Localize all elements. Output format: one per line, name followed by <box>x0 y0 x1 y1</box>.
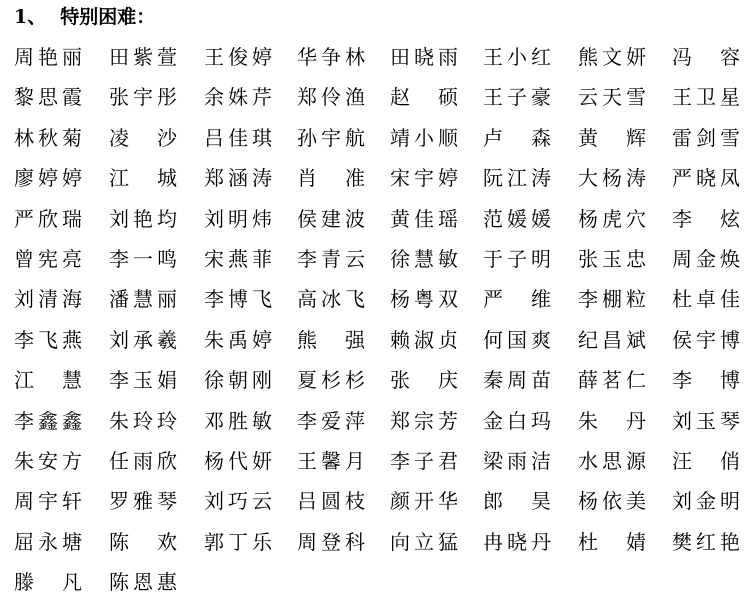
student-name: 周金焕 <box>672 246 740 271</box>
student-name: 纪昌斌 <box>578 327 646 352</box>
student-name: 陈 欢 <box>109 529 177 554</box>
student-name: 吕圆枝 <box>297 489 365 514</box>
student-name: 杨粤双 <box>390 287 458 312</box>
student-name: 李青云 <box>297 246 365 271</box>
student-name: 张玉忠 <box>578 246 646 271</box>
student-name: 郑伶渔 <box>297 85 365 110</box>
student-name: 李棚粒 <box>578 287 646 312</box>
name-row <box>14 82 750 122</box>
student-name: 刘金明 <box>672 489 740 514</box>
student-name: 吕佳琪 <box>204 125 272 150</box>
name-row <box>14 365 750 405</box>
student-name: 刘巧云 <box>204 489 272 514</box>
student-name: 黄 辉 <box>578 125 646 150</box>
student-name: 雷剑雪 <box>672 125 740 150</box>
name-list <box>14 42 750 607</box>
student-name: 熊 强 <box>297 327 365 352</box>
student-name: 李飞燕 <box>14 327 82 352</box>
student-name: 刘玉琴 <box>672 408 740 433</box>
student-name: 薛茗仁 <box>578 368 646 393</box>
student-name: 凌 沙 <box>109 125 177 150</box>
student-name: 刘明炜 <box>204 206 272 231</box>
student-name: 侯宇博 <box>672 327 740 352</box>
student-name: 李爱萍 <box>297 408 365 433</box>
student-name: 孙宇航 <box>297 125 365 150</box>
student-name: 田紫萱 <box>109 45 177 69</box>
student-name: 严 维 <box>483 287 551 312</box>
student-name: 宋燕菲 <box>204 246 272 271</box>
student-name: 廖婷婷 <box>14 166 82 191</box>
student-name: 水思源 <box>578 448 646 473</box>
student-name: 李 炫 <box>672 206 740 231</box>
student-name: 李一鸣 <box>109 246 177 271</box>
name-row <box>14 486 750 526</box>
student-name: 余姝芹 <box>204 85 272 110</box>
student-name: 刘承羲 <box>109 327 177 352</box>
student-name: 秦周苗 <box>483 368 551 393</box>
student-name: 侯建波 <box>297 206 365 231</box>
student-name: 屈永塘 <box>14 529 82 554</box>
student-name: 王俊婷 <box>204 45 272 69</box>
section-heading <box>14 4 155 30</box>
student-name: 朱玲玲 <box>109 408 177 433</box>
name-row <box>14 406 750 446</box>
student-name: 王子豪 <box>483 85 551 110</box>
student-name: 云天雪 <box>578 85 646 110</box>
student-name: 朱安方 <box>14 448 82 473</box>
student-name: 梁雨洁 <box>483 448 551 473</box>
student-name: 黎思霞 <box>14 85 82 110</box>
student-name: 高冰飞 <box>297 287 365 312</box>
student-name: 华争林 <box>297 45 365 69</box>
student-name: 邓胜敏 <box>204 408 272 433</box>
student-name: 李博飞 <box>204 287 272 312</box>
student-name: 赖淑贞 <box>390 327 458 352</box>
name-row <box>14 204 750 244</box>
student-name: 冉晓丹 <box>483 529 551 554</box>
student-name: 王馨月 <box>297 448 365 473</box>
name-row <box>14 325 750 365</box>
name-row <box>14 244 750 284</box>
student-name: 李玉娟 <box>109 368 177 393</box>
student-name: 周宇轩 <box>14 489 82 514</box>
student-name: 郑宗芳 <box>390 408 458 433</box>
student-name: 杜 婧 <box>578 529 646 554</box>
student-name: 肖 准 <box>297 166 365 191</box>
student-name: 王小红 <box>483 45 551 69</box>
student-name: 徐慧敏 <box>390 246 458 271</box>
student-name: 宋宇婷 <box>390 166 458 191</box>
student-name: 朱禹婷 <box>204 327 272 352</box>
student-name: 江 城 <box>109 166 177 191</box>
student-name: 张宇彤 <box>109 85 177 110</box>
name-row <box>14 163 750 203</box>
student-name: 阮江涛 <box>483 166 551 191</box>
student-name: 靖小顺 <box>390 125 458 150</box>
student-name: 大杨涛 <box>578 166 646 191</box>
name-row <box>14 123 750 163</box>
student-name: 周登科 <box>297 529 365 554</box>
student-name: 严欣瑞 <box>14 206 82 231</box>
name-row <box>14 284 750 324</box>
student-name: 杜卓佳 <box>672 287 740 312</box>
student-name: 林秋菊 <box>14 125 82 150</box>
student-name: 杨虎穴 <box>578 206 646 231</box>
student-name: 李 博 <box>672 368 740 393</box>
student-name: 刘艳均 <box>109 206 177 231</box>
student-name: 李鑫鑫 <box>14 408 82 433</box>
name-row <box>14 42 750 82</box>
student-name: 徐朝刚 <box>204 368 272 393</box>
student-name: 向立猛 <box>390 529 458 554</box>
student-name: 杨代妍 <box>204 448 272 473</box>
student-name: 江 慧 <box>14 368 82 393</box>
student-name: 郭丁乐 <box>204 529 272 554</box>
student-name: 夏杉杉 <box>297 368 365 393</box>
student-name: 卢 森 <box>483 125 551 150</box>
student-name: 于子明 <box>483 246 551 271</box>
student-name: 刘清海 <box>14 287 82 312</box>
student-name: 曾宪亮 <box>14 246 82 271</box>
student-name: 郑涵涛 <box>204 166 272 191</box>
student-name: 田晓雨 <box>390 45 458 69</box>
student-name: 罗雅琴 <box>109 489 177 514</box>
student-name: 赵 硕 <box>390 85 458 110</box>
section-title: 特别困难： <box>60 6 156 28</box>
student-name: 滕 凡 <box>14 570 82 595</box>
student-name: 金白玛 <box>483 408 551 433</box>
student-name: 任雨欣 <box>109 448 177 473</box>
student-name: 张 庆 <box>390 368 458 393</box>
student-name: 黄佳瑶 <box>390 206 458 231</box>
student-name: 王卫星 <box>672 85 740 110</box>
name-row <box>14 527 750 567</box>
student-name: 朱 丹 <box>578 408 646 433</box>
student-name: 严晓凤 <box>672 166 740 191</box>
name-row <box>14 567 750 607</box>
student-name: 熊文妍 <box>578 45 646 69</box>
section-number: 1、 <box>14 6 47 28</box>
student-name: 周艳丽 <box>14 45 82 69</box>
student-name: 郎 昊 <box>483 489 551 514</box>
student-name: 潘慧丽 <box>109 287 177 312</box>
student-name: 陈恩惠 <box>109 570 177 595</box>
student-name: 冯 容 <box>672 45 740 69</box>
student-name: 范媛媛 <box>483 206 551 231</box>
student-name: 樊红艳 <box>672 529 740 554</box>
name-row <box>14 446 750 486</box>
student-name: 李子君 <box>390 448 458 473</box>
student-name: 杨依美 <box>578 489 646 514</box>
student-name: 汪 俏 <box>672 448 740 473</box>
student-name: 颜开华 <box>390 489 458 514</box>
student-name: 何国爽 <box>483 327 551 352</box>
